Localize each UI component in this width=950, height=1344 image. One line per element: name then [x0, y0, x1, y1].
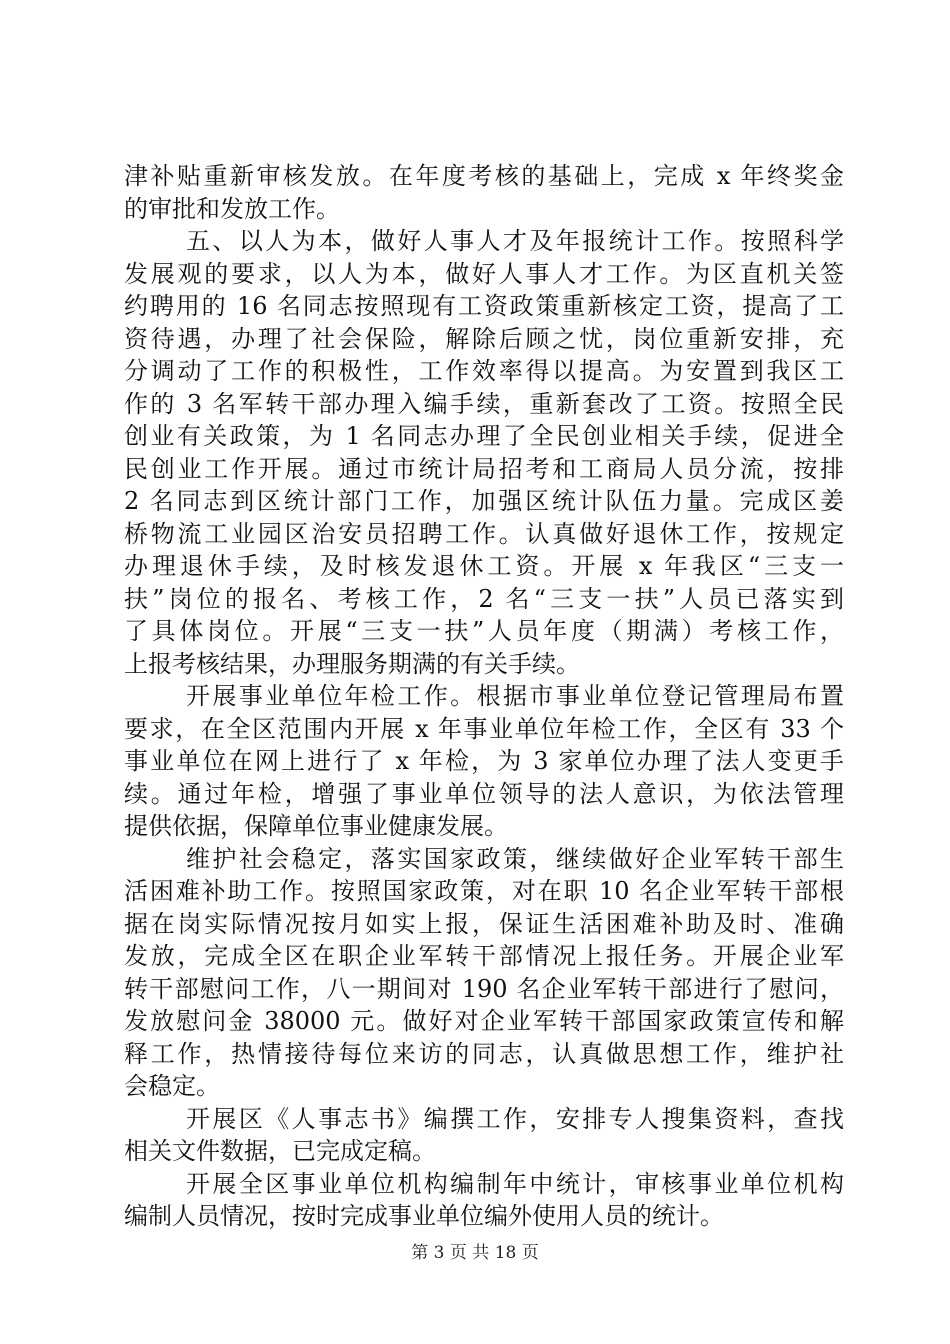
text-line: 转干部慰问工作，八一期间对 190 名企业军转干部进行了慰问， — [124, 974, 844, 1003]
text-line: 2 名同志到区统计部门工作，加强区统计队伍力量。完成区姜 — [124, 487, 844, 515]
text-line: 事业单位在网上进行了 x 年检，为 3 家单位办理了法人变更手 — [124, 747, 844, 775]
text-line: 据在岗实际情况按月如实上报，保证生活困难补助及时、准确 — [124, 909, 844, 938]
text-line: 开展全区事业单位机构编制年中统计，审核事业单位机构 — [186, 1169, 844, 1198]
text-line: 维护社会稳定，落实国家政策，继续做好企业军转干部生 — [186, 844, 844, 873]
text-line: 要求，在全区范围内开展 x 年事业单位年检工作，全区有 33 个 — [124, 714, 844, 743]
text-line: 桥物流工业园区治安员招聘工作。认真做好退休工作，按规定 — [124, 519, 844, 548]
text-line: 约聘用的 16 名同志按照现有工资政策重新核定工资，提高了工 — [124, 292, 844, 320]
text-line: 了具体岗位。开展“三支一扶”人员年度（期满）考核工作， — [124, 617, 844, 645]
text-line: 上报考核结果，办理服务期满的有关手续。 — [124, 649, 580, 678]
text-line: 开展事业单位年检工作。根据市事业单位登记管理局布置 — [186, 682, 844, 710]
text-line: 编制人员情况，按时完成事业单位编外使用人员的统计。 — [124, 1202, 724, 1230]
text-line: 五、以人为本，做好人事人才及年报统计工作。按照科学 — [186, 227, 844, 255]
text-line: 分调动了工作的积极性，工作效率得以提高。为安置到我区工 — [124, 357, 844, 385]
text-line: 办理退休手续，及时核发退休工资。开展 x 年我区“三支一 — [124, 552, 844, 580]
text-line: 创业有关政策，为 1 名同志办理了全民创业相关手续，促进全 — [124, 422, 844, 450]
text-line: 作的 3 名军转干部办理入编手续，重新套改了工资。按照全民 — [124, 389, 844, 418]
text-line: 发展观的要求，以人为本，做好人事人才工作。为区直机关签 — [124, 259, 844, 288]
text-line: 释工作，热情接待每位来访的同志，认真做思想工作，维护社 — [124, 1039, 844, 1068]
text-line: 续。通过年检，增强了事业单位领导的法人意识，为依法管理 — [124, 779, 844, 808]
page-footer: 第 3 页 共 18 页 — [411, 1243, 539, 1263]
text-line: 发放慰问金 38000 元。做好对企业军转干部国家政策宣传和解 — [124, 1007, 844, 1035]
text-line: 发放，完成全区在职企业军转干部情况上报任务。开展企业军 — [124, 942, 844, 970]
text-line: 资待遇，办理了社会保险，解除后顾之忧，岗位重新安排，充 — [124, 324, 844, 353]
text-line: 扶”岗位的报名、考核工作，2 名“三支一扶”人员已落实到 — [124, 584, 844, 613]
text-line: 提供依据，保障单位事业健康发展。 — [124, 812, 508, 840]
text-line: 津补贴重新审核发放。在年度考核的基础上，完成 x 年终奖金 — [124, 162, 844, 190]
text-line: 活困难补助工作。按照国家政策，对在职 10 名企业军转干部根 — [124, 877, 844, 905]
text-line: 相关文件数据，已完成定稿。 — [124, 1137, 436, 1165]
document-body — [124, 160, 844, 1233]
text-line: 会稳定。 — [124, 1072, 220, 1100]
text-line: 民创业工作开展。通过市统计局招考和工商局人员分流，按排 — [124, 454, 844, 483]
text-line: 的审批和发放工作。 — [124, 194, 340, 223]
text-line: 开展区《人事志书》编撰工作，安排专人搜集资料，查找 — [186, 1104, 844, 1133]
